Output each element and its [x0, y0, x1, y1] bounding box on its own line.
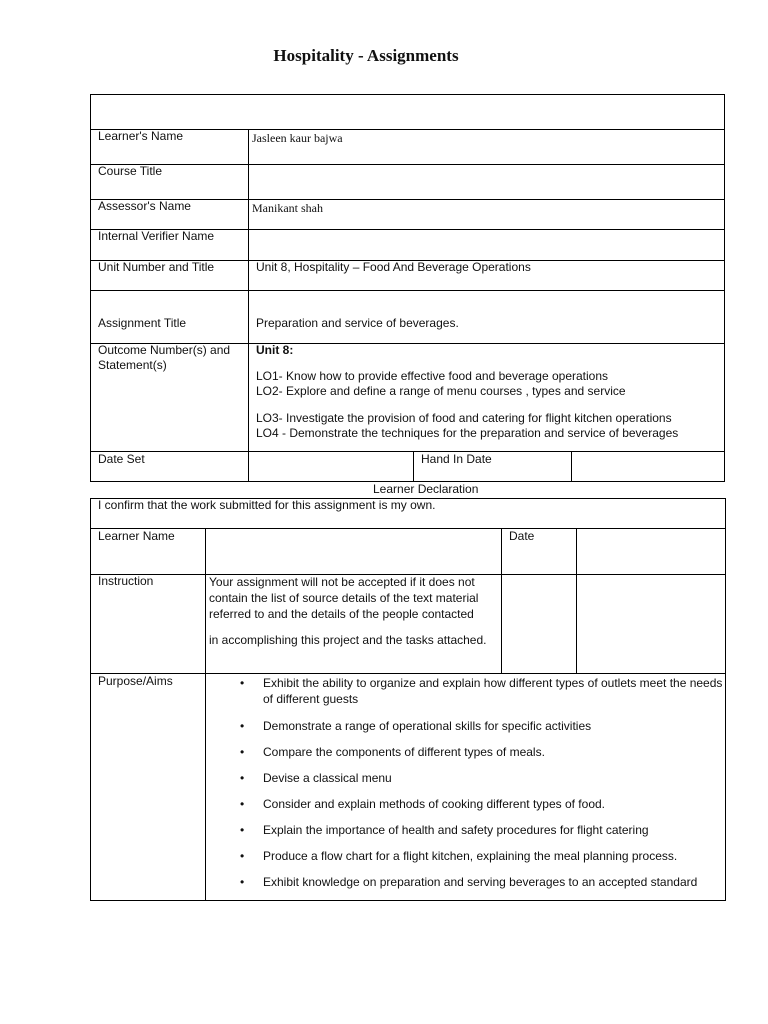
outcome-lo1: LO1- Know how to provide effective food and beverage operations	[256, 369, 609, 383]
assignment-title-label: Assignment Title	[98, 316, 187, 330]
hand-in-date-field[interactable]	[572, 452, 724, 481]
outcome-label: Outcome Number(s) and Statement(s)	[98, 343, 231, 372]
bullet-icon: •	[240, 797, 245, 811]
unit-label: Unit Number and Title	[98, 260, 215, 274]
bullet-icon: •	[240, 849, 245, 863]
outcome-unit-heading: Unit 8:	[256, 343, 294, 357]
learner-name-value[interactable]: Jasleen kaur bajwa	[252, 131, 343, 145]
learner-declaration-heading: Learner Declaration	[373, 482, 479, 496]
page-title: Hospitality - Assignments	[273, 46, 459, 65]
declaration-learner-name-label: Learner Name	[98, 529, 175, 543]
outcome-lo4: LO4 - Demonstrate the techniques for the preparation and service of beverages	[256, 426, 679, 440]
internal-verifier-label: Internal Verifier Name	[98, 229, 215, 243]
outcome-lo3: LO3- Investigate the provision of food and catering for flight kitchen operations	[256, 411, 672, 425]
outcome-lo2: LO2- Explore and define a range of menu courses , types and service	[256, 384, 626, 398]
bullet-icon: •	[240, 875, 245, 889]
date-set-field[interactable]	[249, 452, 412, 481]
instruction-label: Instruction	[98, 574, 154, 588]
instruction-text-1: Your assignment will not be accepted if it does not contain the list of source details of the text material referred to and the details of the people contacted	[209, 575, 479, 621]
unit-value[interactable]: Unit 8, Hospitality – Food And Beverage Operations	[256, 260, 531, 274]
declaration-learner-name-field[interactable]	[206, 529, 500, 573]
assignment-title-value[interactable]: Preparation and service of beverages.	[256, 316, 459, 330]
hand-in-date-label: Hand In Date	[421, 452, 492, 466]
bullet-icon: •	[240, 823, 245, 837]
declaration-date-field[interactable]	[577, 529, 725, 573]
bullet-icon: •	[240, 676, 245, 690]
date-set-label: Date Set	[98, 452, 145, 466]
assessor-name-value[interactable]: Manikant shah	[252, 201, 323, 215]
assessor-name-label: Assessor's Name	[98, 199, 191, 213]
learner-name-label: Learner's Name	[98, 129, 183, 143]
bullet-icon: •	[240, 719, 245, 733]
course-title-label: Course Title	[98, 164, 163, 178]
instruction-text-2: in accomplishing this project and the tasks attached.	[209, 633, 487, 647]
bullet-icon: •	[240, 771, 245, 785]
bullet-icon: •	[240, 745, 245, 759]
purpose-aims-label: Purpose/Aims	[98, 674, 173, 688]
declaration-confirm-text: I confirm that the work submitted for this assignment is my own.	[98, 498, 436, 512]
declaration-date-label: Date	[509, 529, 535, 543]
